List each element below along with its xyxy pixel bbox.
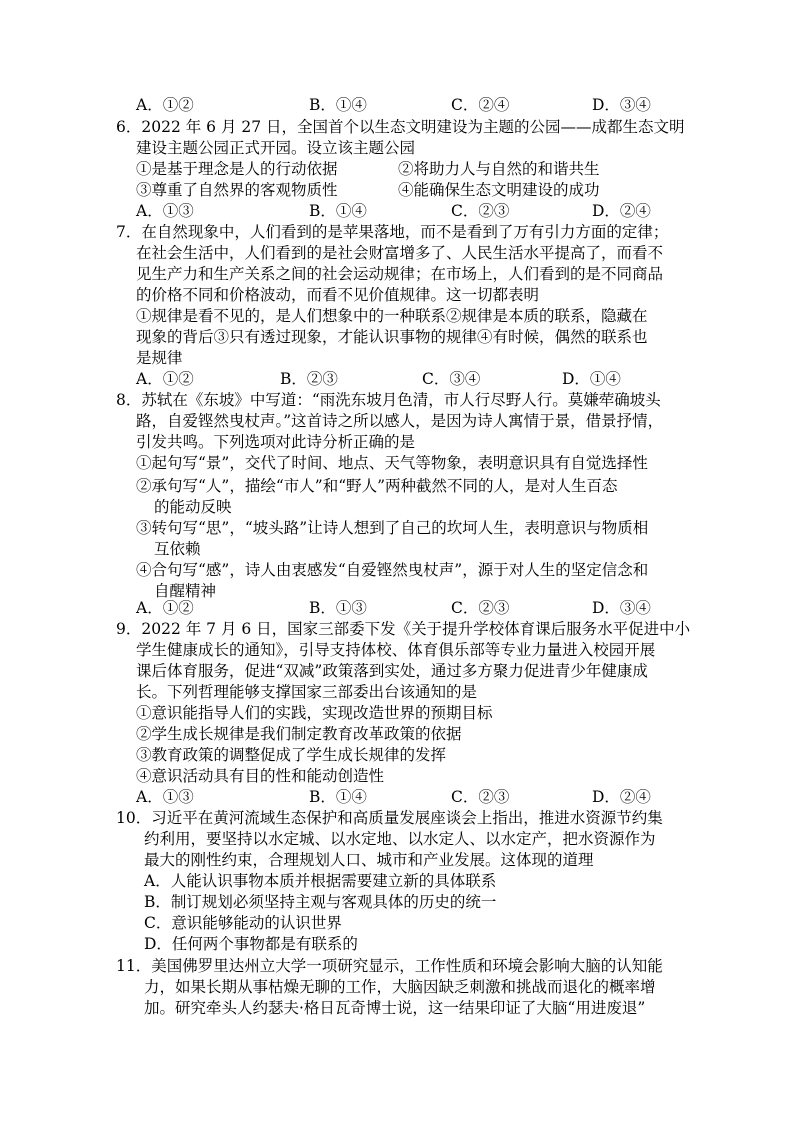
- q6-option-a: A．①③: [136, 202, 194, 220]
- q7-stem-line-2: 在社会生活中，人们看到的是社会财富增多了、人民生活水平提高了，而看不: [136, 244, 664, 262]
- q9-option-d: D．②④: [592, 788, 651, 806]
- q7-option-a: A．①②: [136, 370, 194, 388]
- q9-option-c: C．②③: [451, 788, 510, 806]
- q9-stem-line-4: 长。下列哲理能够支撑国家三部委出台该通知的是: [136, 683, 478, 701]
- q7-option-c: C．③④: [422, 370, 481, 388]
- q8-item-2-cont: 的能动反映: [154, 498, 232, 516]
- q5-option-a: A．①②: [136, 96, 194, 114]
- q7-stem-line-1: 7．在自然现象中，人们看到的是苹果落地，而不是看到了万有引力方面的定律；: [116, 223, 669, 241]
- q6-item-3: ③尊重了自然界的客观物质性: [136, 181, 338, 199]
- q11-stem-line-1: 11．美国佛罗里达州立大学一项研究显示，工作性质和环境会影响大脑的认知能: [116, 957, 663, 975]
- q7-stem-line-6: 现象的背后③只有透过现象，才能认识事物的规律④有时候，偶然的联系也: [136, 328, 648, 346]
- q8-item-2: ②承句写“人”，描绘“市人”和“野人”两种截然不同的人，是对人生百态: [136, 477, 618, 495]
- q10-option-c: C．意识能够能动的认识世界: [144, 914, 342, 932]
- q8-item-1: ①起句写“景”，交代了时间、地点、天气等物象，表明意识具有自觉选择性: [136, 454, 648, 472]
- q6-stem-line-1: 6．2022 年 6 月 27 日，全国首个以生态文明建设为主题的公园——成都生态文明: [116, 118, 685, 136]
- q9-stem-line-2: 学生健康成长的通知》，引导支持体校、体育俱乐部等专业力量进入校园开展: [136, 641, 656, 659]
- q8-option-c: C．②③: [451, 599, 510, 617]
- q7-stem-line-4: 的价格不同和价格波动，而看不见价值规律。这一切都表明: [136, 286, 540, 304]
- q8-item-4-cont: 自醒精神: [154, 582, 217, 600]
- q5-option-b: B．①④: [309, 96, 367, 114]
- q6-option-d: D．②④: [592, 202, 651, 220]
- q9-stem-line-3: 课后体育服务，促进“双减”政策落到实处，通过多方聚力促进青少年健康成: [136, 662, 648, 680]
- q8-item-4: ④合句写“感”，诗人由衷感发“自爱铿然曳杖声”，源于对人生的坚定信念和: [136, 561, 649, 579]
- q8-item-3-cont: 互依赖: [154, 540, 201, 558]
- q10-option-a: A．人能认识事物本质并根据需要建立新的具体联系: [144, 872, 497, 890]
- q11-stem-line-3: 加。研究牵头人约瑟夫·格日瓦奇博士说，这一结果印证了大脑“用进废退”: [144, 999, 646, 1017]
- q6-stem-line-2: 建设主题公园正式开园。设立该主题公园: [136, 139, 416, 157]
- q8-item-3: ③转句写“思”，“坡头路”让诗人想到了自己的坎坷人生，表明意识与物质相: [136, 519, 649, 537]
- q5-option-d: D．③④: [592, 96, 651, 114]
- q9-option-b: B．①④: [309, 788, 367, 806]
- q8-stem-line-2: 路，自爱铿然曳杖声。”这首诗之所以感人，是因为诗人寓情于景，借景抒情，: [136, 412, 664, 430]
- q7-stem-line-5: ①规律是看不见的，是人们想象中的一种联系②规律是本质的联系，隐藏在: [136, 307, 648, 325]
- q8-option-a: A．①②: [136, 599, 194, 617]
- q6-option-c: C．②③: [451, 202, 510, 220]
- q9-item-2: ②学生成长规律是我们制定教育改革政策的依据: [136, 725, 462, 743]
- q10-stem-line-1: 10．习近平在黄河流域生态保护和高质量发展座谈会上指出，推进水资源节约集: [116, 809, 663, 827]
- q5-option-c: C．②④: [451, 96, 510, 114]
- q7-option-d: D．①④: [562, 370, 621, 388]
- q9-option-a: A．①③: [136, 788, 194, 806]
- q9-item-4: ④意识活动具有目的性和能动创造性: [136, 767, 385, 785]
- q10-stem-line-2: 约利用，要坚持以水定城、以水定地、以水定人、以水定产，把水资源作为: [144, 830, 656, 848]
- q6-option-b: B．①④: [309, 202, 367, 220]
- q7-stem-line-3: 见生产力和生产关系之间的社会运动规律；在市场上，人们看到的是不同商品: [136, 265, 664, 283]
- q9-item-3: ③教育政策的调整促成了学生成长规律的发挥: [136, 746, 447, 764]
- q10-option-b: B．制订规划必须坚持主观与客观具体的历史的统一: [144, 893, 497, 911]
- q8-stem-line-1: 8．苏轼在《东坡》中写道：“雨洗东坡月色清，市人行尽野人行。莫嫌荦确坡头: [116, 391, 661, 409]
- q6-item-4: ④能确保生态文明建设的成功: [398, 181, 600, 199]
- q8-option-b: B．①③: [309, 599, 367, 617]
- q10-stem-line-3: 最大的刚性约束，合理规划人口、城市和产业发展。这体现的道理: [144, 851, 594, 869]
- q10-option-d: D．任何两个事物都是有联系的: [144, 935, 358, 953]
- q6-item-1: ①是基于理念是人的行动依据: [136, 160, 338, 178]
- q9-stem-line-1: 9．2022 年 7 月 6 日，国家三部委下发《关于提升学校体育课后服务水平促进中小: [116, 620, 691, 638]
- q6-item-2: ②将助力人与自然的和谐共生: [398, 160, 600, 178]
- q7-option-b: B．②③: [280, 370, 338, 388]
- q8-option-d: D．③④: [592, 599, 651, 617]
- q11-stem-line-2: 力，如果长期从事枯燥无聊的工作，大脑因缺乏刺激和挑战而退化的概率增: [144, 978, 656, 996]
- q9-item-1: ①意识能指导人们的实践，实现改造世界的预期目标: [136, 704, 493, 722]
- q7-stem-line-7: 是规律: [136, 349, 183, 367]
- q8-stem-line-3: 引发共鸣。下列选项对此诗分析正确的是: [136, 433, 416, 451]
